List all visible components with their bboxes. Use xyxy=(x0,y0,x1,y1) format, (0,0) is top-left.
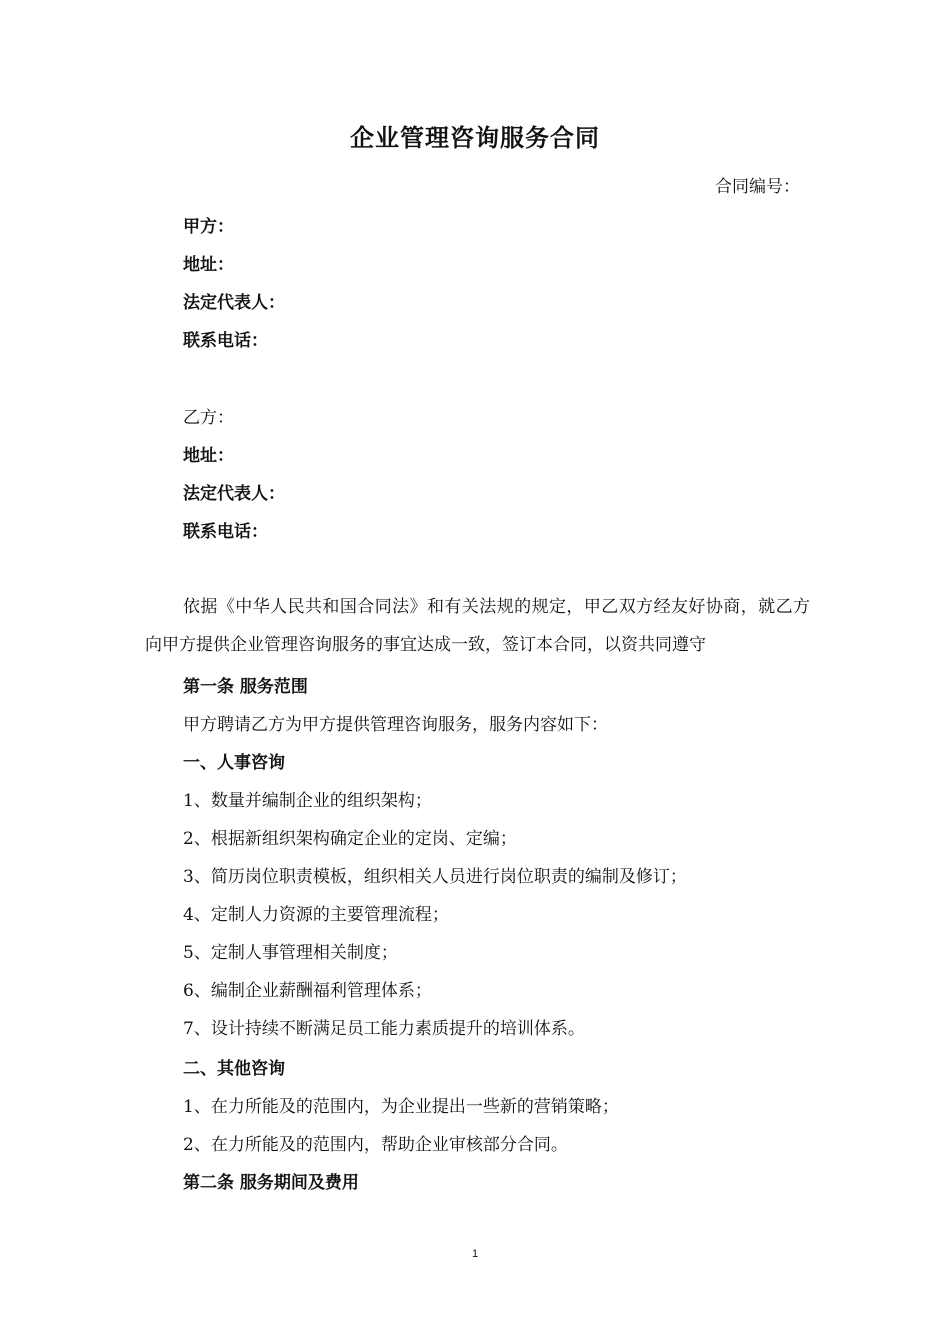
section-1-heading: 一、人事咨询 xyxy=(183,753,285,773)
article-2-heading: 第二条 服务期间及费用 xyxy=(183,1173,359,1193)
party-b-phone: 联系电话： xyxy=(183,522,268,542)
article-1-heading: 第一条 服务范围 xyxy=(183,677,308,697)
party-a-representative: 法定代表人： xyxy=(183,293,285,313)
list-item: 1、在力所能及的范围内，为企业提出一些新的营销策略； xyxy=(183,1097,619,1117)
party-a-address: 地址： xyxy=(183,255,234,275)
intro-paragraph: 依据《中华人民共和国合同法》和有关法规的规定，甲乙双方经友好协商，就乙方向甲方提供企业管理咨询服务的事宜达成一致，签订本合同，以资共同遵守 xyxy=(145,597,810,655)
list-item: 2、在力所能及的范围内，帮助企业审核部分合同。 xyxy=(183,1135,568,1155)
list-item: 4、定制人力资源的主要管理流程； xyxy=(183,905,449,925)
page-number: 1 xyxy=(471,1248,479,1260)
list-item: 7、设计持续不断满足员工能力素质提升的培训体系。 xyxy=(183,1019,585,1039)
party-a-phone: 联系电话： xyxy=(183,331,268,351)
list-item: 2、根据新组织架构确定企业的定岗、定编； xyxy=(183,829,517,849)
contract-number-label: 合同编号： xyxy=(715,177,800,197)
list-item: 3、简历岗位职责模板，组织相关人员进行岗位职责的编制及修订； xyxy=(183,867,687,887)
party-b-address: 地址： xyxy=(183,446,234,466)
article-1-lead: 甲方聘请乙方为甲方提供管理咨询服务，服务内容如下： xyxy=(183,715,608,735)
list-item: 6、编制企业薪酬福利管理体系； xyxy=(183,981,432,1001)
list-item: 1、数量并编制企业的组织架构； xyxy=(183,791,432,811)
party-b-label: 乙方： xyxy=(183,408,234,428)
list-item: 5、定制人事管理相关制度； xyxy=(183,943,398,963)
party-b-representative: 法定代表人： xyxy=(183,484,285,504)
document-title: 企业管理咨询服务合同 xyxy=(350,124,600,152)
party-a-label: 甲方： xyxy=(183,217,234,237)
section-2-heading: 二、其他咨询 xyxy=(183,1059,285,1079)
